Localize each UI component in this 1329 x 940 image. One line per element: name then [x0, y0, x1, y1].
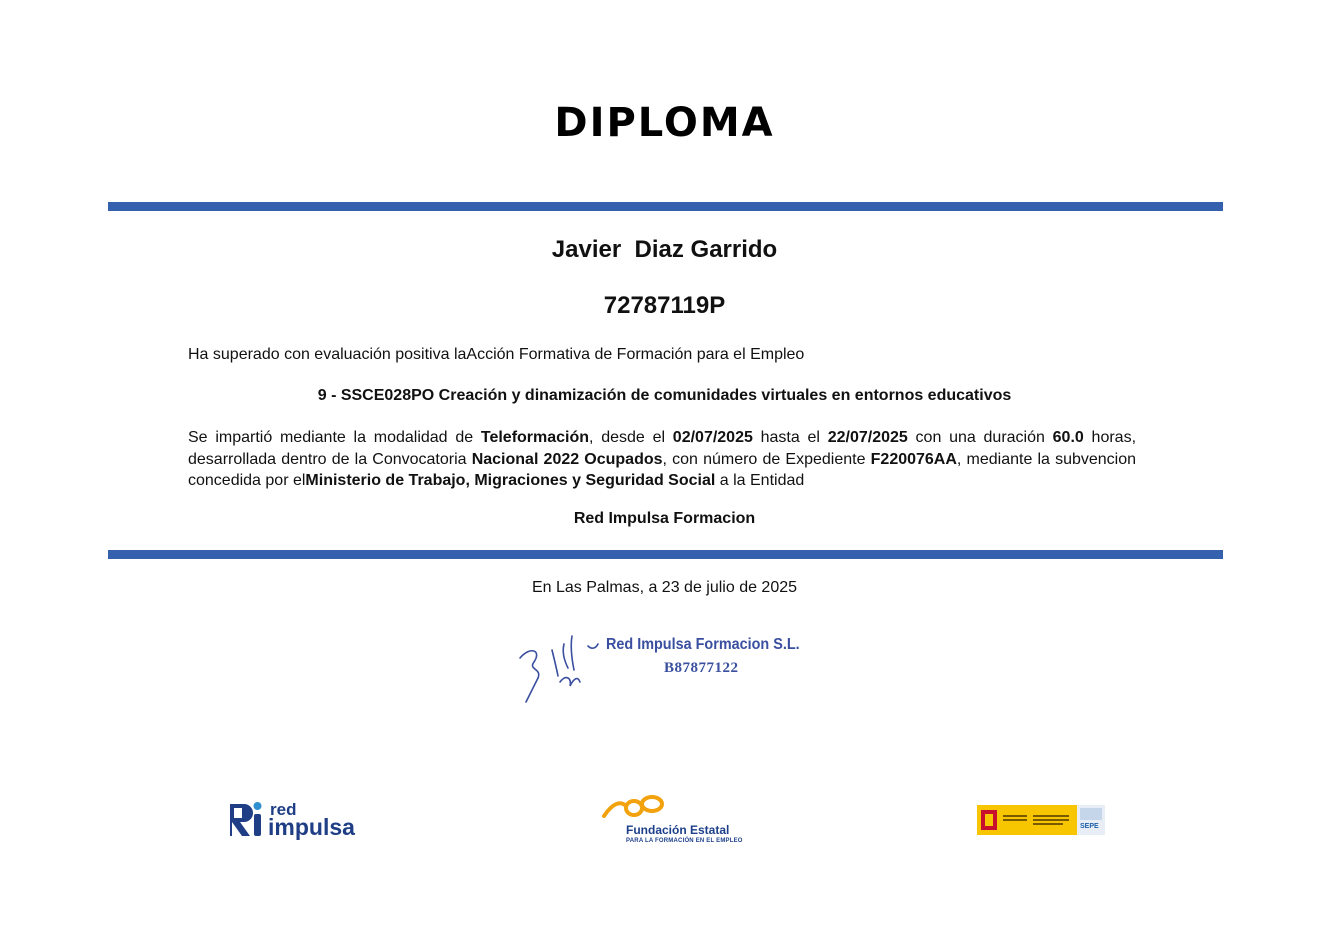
top-divider [108, 202, 1223, 211]
modality: Teleformación [480, 429, 590, 446]
details-text-5: horas, desarrollada dentro de la Convocatoria [188, 429, 1137, 468]
recipient-name: Javier Diaz Garrido [551, 236, 778, 263]
red-impulsa-logo-top: red [270, 800, 297, 819]
details-text-7: , mediante la subvencion concedida por el [188, 450, 1137, 489]
bottom-divider [108, 550, 1223, 559]
call-name: Nacional 2022 Ocupados [471, 450, 663, 468]
file-number: F220076AA [870, 450, 957, 468]
end-date: 22/07/2025 [827, 429, 908, 446]
details-text-2: , desde el [589, 429, 673, 446]
spain-coat-of-arms-icon [977, 805, 1105, 835]
ministry-name: Ministerio de Trabajo, Migraciones y Seguridad Social [305, 472, 716, 489]
duration-hours: 60.0 [1052, 429, 1084, 446]
sepe-label: SEPE [1080, 823, 1099, 830]
fundae-name: Fundación Estatal [626, 823, 730, 837]
course-details [188, 427, 1136, 492]
stamp-company: Red Impulsa Formacion S.L. [606, 636, 800, 653]
place-and-date: En Las Palmas, a 23 de julio de 2025 [531, 579, 798, 596]
details-text-3: hasta el [752, 429, 828, 446]
stamp-cif: B87877122 [664, 660, 739, 676]
diploma-title: DIPLOMA [554, 100, 775, 146]
fundae-subtitle: PARA LA FORMACIÓN EN EL EMPLEO [626, 838, 743, 844]
red-impulsa-logo-bottom: impulsa [268, 814, 355, 840]
course-title: 9 - SSCE028PO Creación y dinamización de comunidades virtuales en entornos educativos [317, 387, 1012, 404]
start-date: 02/07/2025 [672, 429, 753, 446]
details-text-8: a la Entidad [715, 472, 805, 489]
details-text-1: Se impartió mediante la modalidad de [188, 429, 481, 446]
details-text-4: con una duración [907, 429, 1053, 446]
details-text-6: , con número de Expediente [662, 450, 871, 468]
entity-name: Red Impulsa Formacion [573, 510, 756, 527]
intro-text: Ha superado con evaluación positiva laAcción Formativa de Formación para el Empleo [188, 346, 805, 363]
recipient-id: 72787119P [603, 292, 726, 319]
